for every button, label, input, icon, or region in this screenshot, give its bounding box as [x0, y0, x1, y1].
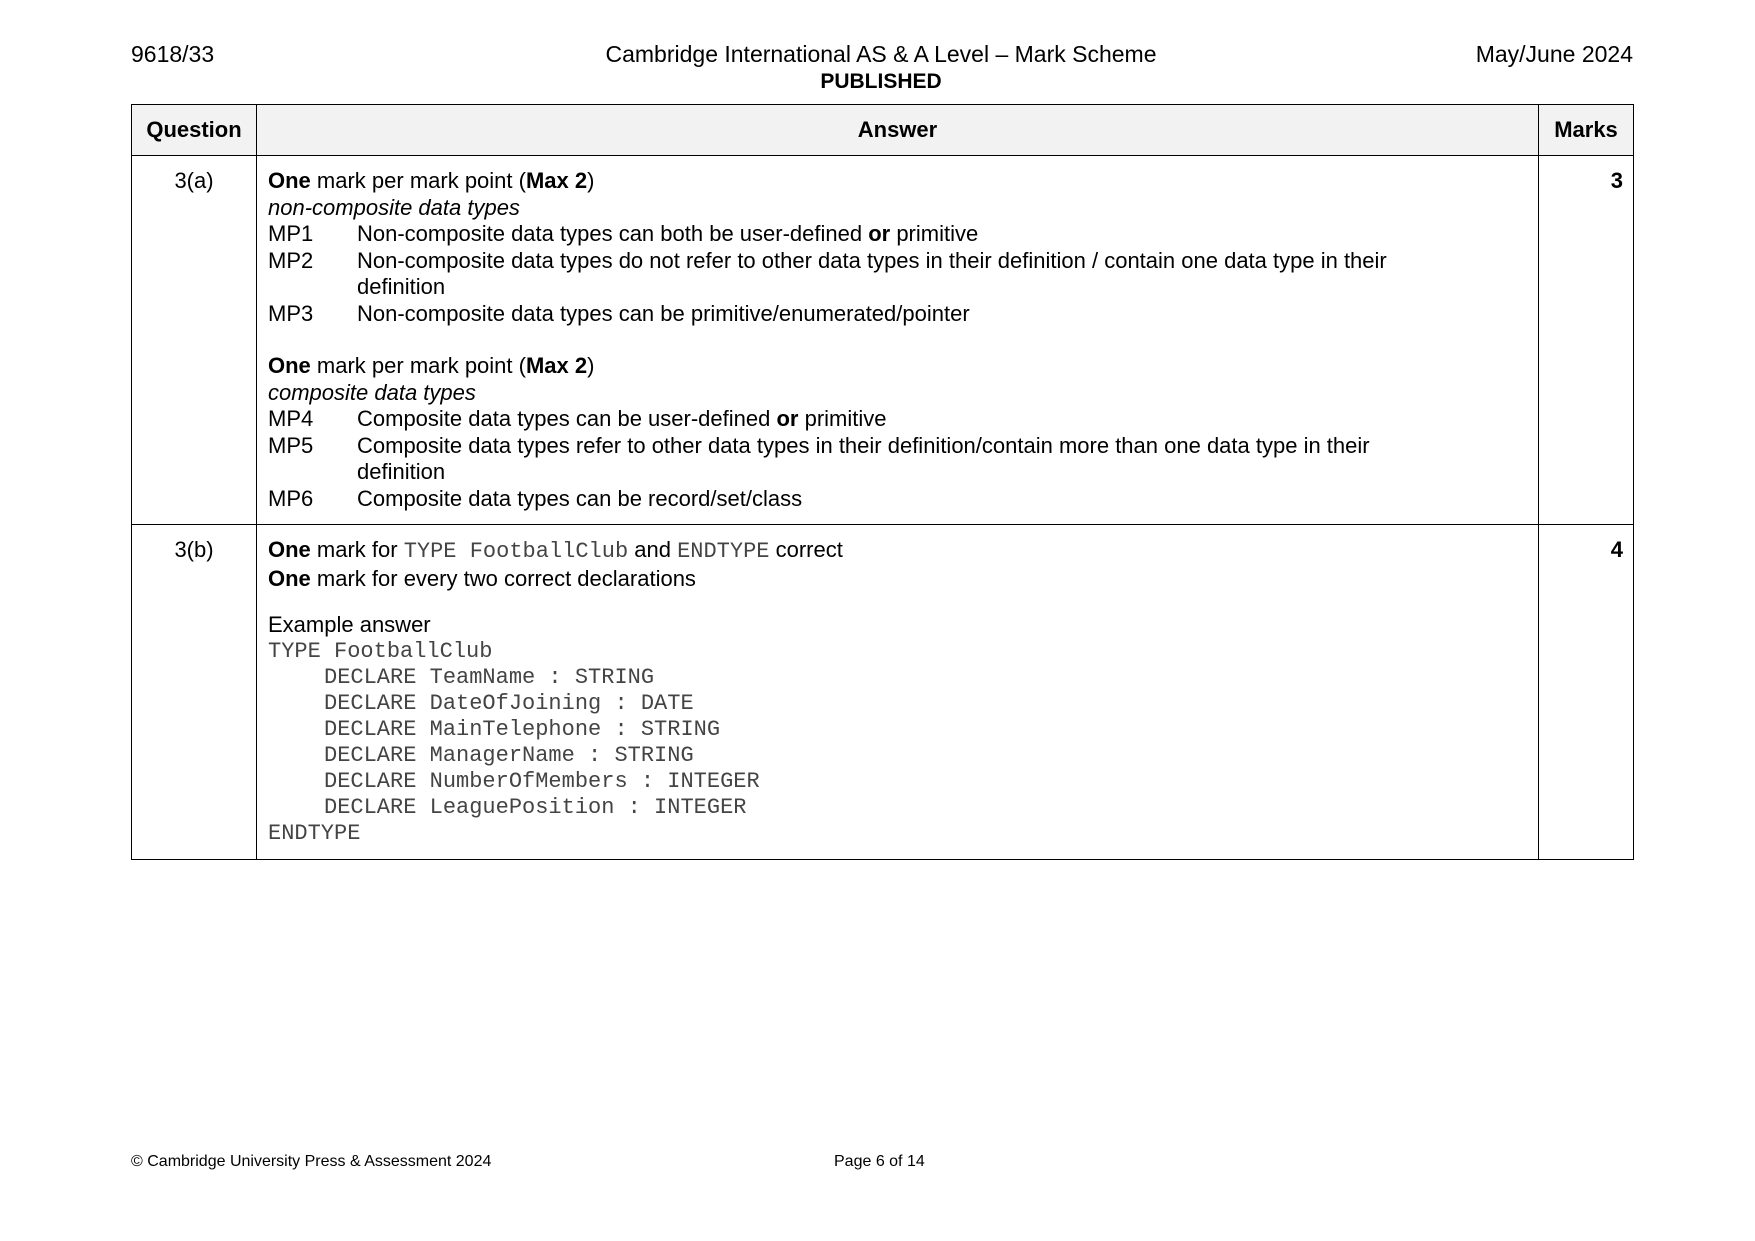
marks-value: 4 [1539, 525, 1634, 860]
mark-point-id: MP2 [268, 247, 314, 273]
mark-scheme-table [131, 104, 1634, 860]
mark-point-text-part: Non-composite data types can both be user-defined [357, 221, 869, 246]
code-line: ENDTYPE [268, 820, 361, 846]
question-number: 3(b) [132, 525, 257, 860]
code-line: DECLARE LeaguePosition : INTEGER [324, 794, 747, 820]
mark-point [268, 221, 1528, 248]
paper-code: 9618/33 [131, 41, 215, 67]
mark-instruction [268, 537, 1528, 566]
code-line: TYPE FootballClub [268, 638, 493, 664]
mark-point-id: MP3 [268, 300, 314, 326]
example-answer-label: Example answer [268, 612, 431, 637]
table-header-row [132, 105, 1634, 156]
emphasis-one: One [268, 168, 311, 193]
document-title: Cambridge International AS & A Level – Mark Scheme [605, 41, 1157, 67]
mark-instruction [268, 353, 1528, 380]
mark-point [268, 248, 1528, 301]
marks-value: 3 [1539, 156, 1634, 525]
question-number: 3(a) [132, 156, 257, 525]
page-number: Page 6 of 14 [834, 1153, 925, 1170]
instruction-text: mark for [310, 537, 404, 562]
code-line: DECLARE ManagerName : STRING [324, 742, 694, 768]
emphasis-one: One [268, 565, 311, 591]
mark-point-text [357, 406, 1528, 433]
mark-point [268, 301, 1528, 328]
inline-code: ENDTYPE [677, 539, 770, 564]
instruction-text-end: ) [587, 168, 595, 193]
answer-cell [257, 156, 1539, 525]
table-row-3b [132, 525, 1634, 860]
code-block [268, 639, 1528, 847]
mark-point-text: Non-composite data types do not refer to other data types in their definition / contain one data type in their definition [357, 247, 1387, 299]
mark-point-id: MP5 [268, 432, 314, 458]
answer-column-header: Answer [257, 105, 1539, 156]
mark-point-emphasis: or [868, 221, 891, 246]
mark-point-text-part: primitive [890, 221, 979, 246]
code-line: DECLARE NumberOfMembers : INTEGER [324, 768, 760, 794]
instruction-text: correct [769, 537, 843, 562]
max-marks: Max 2 [525, 168, 588, 193]
mark-instruction [268, 168, 1528, 195]
code-line: DECLARE TeamName : STRING [324, 664, 655, 690]
code-line: DECLARE MainTelephone : STRING [324, 716, 721, 742]
mark-point-emphasis: or [776, 406, 799, 431]
instruction-text: mark for every two correct declarations [310, 565, 696, 591]
copyright-footer: © Cambridge University Press & Assessment 2024 [131, 1153, 492, 1170]
section-subtitle: composite data types [268, 379, 476, 405]
max-marks: Max 2 [525, 353, 588, 378]
code-line: DECLARE DateOfJoining : DATE [324, 690, 694, 716]
mark-point-text-part: primitive [798, 406, 887, 431]
instruction-text: mark per mark point ( [310, 168, 526, 193]
mark-point-id: MP4 [268, 406, 314, 431]
emphasis-one: One [268, 537, 311, 562]
mark-point-text: Composite data types can be record/set/class [357, 485, 803, 511]
mark-point-id: MP1 [268, 221, 314, 246]
mark-point-id: MP6 [268, 485, 314, 511]
mark-point-text [357, 221, 1528, 248]
answer-cell [257, 525, 1539, 860]
section-subtitle: non-composite data types [268, 194, 520, 220]
exam-session: May/June 2024 [1475, 41, 1633, 67]
question-column-header: Question [132, 105, 257, 156]
mark-point [268, 406, 1528, 433]
published-label: PUBLISHED [820, 70, 942, 93]
inline-code: TYPE FootballClub [403, 539, 629, 564]
mark-point-text: Non-composite data types can be primitive/enumerated/pointer [357, 300, 970, 326]
mark-point-text: Composite data types refer to other data types in their definition/contain more than one data type in their definition [357, 432, 1370, 484]
instruction-text: mark per mark point ( [310, 353, 526, 378]
mark-point-text-part: Composite data types can be user-defined [357, 406, 777, 431]
instruction-text-end: ) [587, 353, 595, 378]
marks-column-header: Marks [1539, 105, 1634, 156]
mark-instruction [268, 566, 1528, 593]
instruction-text: and [628, 537, 678, 562]
mark-point [268, 486, 1528, 513]
mark-point [268, 433, 1528, 486]
table-row-3a [132, 156, 1634, 525]
emphasis-one: One [268, 353, 311, 378]
